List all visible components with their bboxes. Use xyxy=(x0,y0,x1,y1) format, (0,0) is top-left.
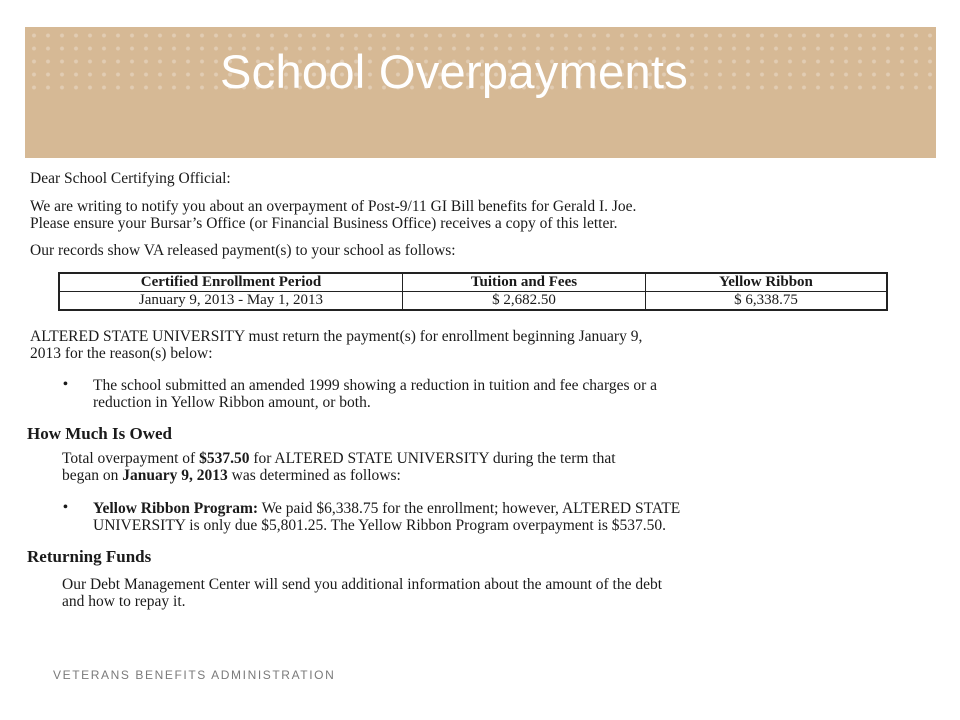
intro-line-2: Please ensure your Bursar’s Office (or Financial Business Office) receives a copy of this letter. xyxy=(30,215,618,232)
cell-enrollment-period: January 9, 2013 - May 1, 2013 xyxy=(59,292,403,311)
payments-table xyxy=(58,272,888,311)
letter-image xyxy=(25,158,936,636)
column-header-yellow-ribbon: Yellow Ribbon xyxy=(646,273,888,292)
column-header-tuition: Tuition and Fees xyxy=(403,273,646,292)
owed-line-1 xyxy=(62,450,616,467)
bullet-icon: • xyxy=(63,500,68,515)
yellow-ribbon-text: We paid $6,338.75 for the enrollment; however, ALTERED STATE xyxy=(258,500,681,517)
owed-line2-post: was determined as follows: xyxy=(227,467,401,484)
banner-fade xyxy=(25,96,936,158)
funds-heading: Returning Funds xyxy=(27,547,152,566)
return-line-2: 2013 for the reason(s) below: xyxy=(30,345,213,362)
yellow-ribbon-label: Yellow Ribbon Program: xyxy=(93,500,259,517)
owed-line-2 xyxy=(62,467,401,484)
footer-text: VETERANS BENEFITS ADMINISTRATION xyxy=(53,668,336,682)
records-line: Our records show VA released payment(s) to your school as follows: xyxy=(30,242,456,259)
table-row xyxy=(59,292,887,311)
slide-title: School Overpayments xyxy=(220,45,689,98)
column-header-enrollment-period: Certified Enrollment Period xyxy=(59,273,403,292)
cell-tuition: $ 2,682.50 xyxy=(403,292,646,311)
yellow-ribbon-line-1 xyxy=(93,500,680,517)
owed-mid: for ALTERED STATE UNIVERSITY during the term that xyxy=(249,450,616,467)
owed-line2-pre: began on xyxy=(62,467,123,484)
reason-line-2: reduction in Yellow Ribbon amount, or both. xyxy=(93,394,371,411)
reason-line-1: The school submitted an amended 1999 showing a reduction in tuition and fee charges or a xyxy=(93,377,658,394)
return-line-1: ALTERED STATE UNIVERSITY must return the payment(s) for enrollment beginning January 9, xyxy=(30,328,643,345)
owed-heading: How Much Is Owed xyxy=(27,424,172,443)
funds-line-1: Our Debt Management Center will send you additional information about the amount of the debt xyxy=(62,576,663,593)
funds-line-2: and how to repay it. xyxy=(62,593,186,610)
table-header-row xyxy=(59,273,887,292)
salutation: Dear School Certifying Official: xyxy=(30,170,231,187)
owed-pre: Total overpayment of xyxy=(62,450,200,467)
yellow-ribbon-line-2: UNIVERSITY is only due $5,801.25. The Yellow Ribbon Program overpayment is $537.50. xyxy=(93,517,667,534)
owed-amount: $537.50 xyxy=(199,450,250,467)
intro-line-1: We are writing to notify you about an overpayment of Post-9/11 GI Bill benefits for Gerald I. Joe. xyxy=(30,198,637,215)
cell-yellow-ribbon: $ 6,338.75 xyxy=(646,292,888,311)
bullet-icon: • xyxy=(63,377,68,392)
owed-date: January 9, 2013 xyxy=(122,467,228,484)
